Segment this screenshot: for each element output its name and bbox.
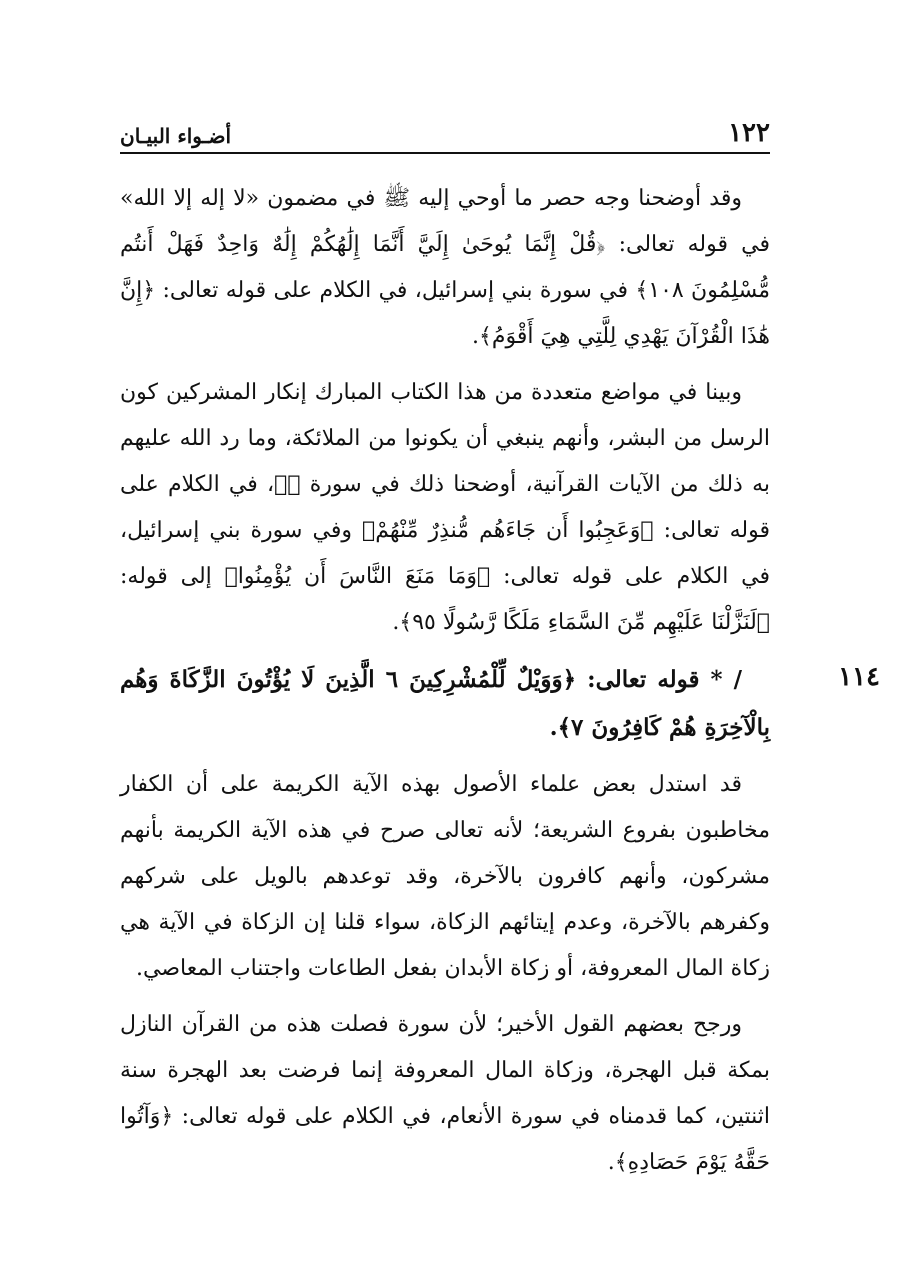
book-title: أضـواء البيـان (120, 124, 232, 148)
book-page (120, 108, 880, 1196)
page-number: ١٢٢ (728, 118, 770, 148)
paragraph-4: ورجح بعضهم القول الأخير؛ لأن سورة فصلت هذه من القرآن النازل بمكة قبل الهجرة، وزكاة المال المعروفة إنما فرضت بعد الهجرة سنة اثنتين، كما قدمناه في سورة الأنعام، في الكلام على قوله تعالى: ﴿وَآتُوا حَقَّهُ يَوْمَ حَصَادِهِ﴾. (120, 1012, 770, 1175)
paragraph-3: قد استدل بعض علماء الأصول بهذه الآية الكريمة على أن الكفار مخاطبون بفروع الشريعة؛ لأنه تعالى صرح في هذه الآية الكريمة بأنهم مشركون، وأنهم كافرون بالآخرة، وقد توعدهم بالويل على شركهم وكفرهم بالآخرة، وعدم إيتائهم الزكاة، سواء قلنا إن الزكاة في الآية هي زكاة المال المعروفة، أو زكاة الأبدان بفعل الطاعات واجتناب المعاصي. (120, 772, 770, 981)
paragraph-2: وبينا في مواضع متعددة من هذا الكتاب المبارك إنكار المشركين كون الرسل من البشر، وأنهم ينبغي أن يكونوا من الملائكة، وما رد الله عليهم به ذلك من الآيات القرآنية، أوضحنا ذلك في سورة صۤ، في الكلام على قوله تعالى: ﴿وَعَجِبُوا أَن جَاءَهُم مُّنذِرٌ مِّنْهُمْ﴾ وفي سورة بني إسرائيل، في الكلام على قوله تعالى: ﴿وَمَا مَنَعَ النَّاسَ أَن يُؤْمِنُوا﴾ إلى قوله: ﴿لَنَزَّلْنَا عَلَيْهِم مِّنَ السَّمَاءِ مَلَكًا رَّسُولًا ٩٥﴾. (120, 380, 770, 635)
section-heading (120, 656, 880, 752)
section-heading-text: / * قوله تعالى: ﴿وَوَيْلٌ لِّلْمُشْرِكِينَ ٦ الَّذِينَ لَا يُؤْتُونَ الزَّكَاةَ وَهُم بِالْآخِرَةِ هُمْ كَافِرُونَ ٧﴾. (120, 666, 770, 741)
paragraph-1: وقد أوضحنا وجه حصر ما أوحي إليه ﷺ في مضمون «لا إله إلا الله» في قوله تعالى: ﴿قُلْ إِنَّمَا يُوحَىٰ إِلَيَّ أَنَّمَا إِلَٰهُكُمْ إِلَٰهٌ وَاحِدٌ فَهَلْ أَنتُم مُّسْلِمُونَ ١٠٨﴾ في سورة بني إسرائيل، في الكلام على قوله تعالى: ﴿إِنَّ هَٰذَا الْقُرْآنَ يَهْدِي لِلَّتِي هِيَ أَقْوَمُ﴾. (120, 186, 770, 349)
margin-verse-number: ١١٤ (838, 662, 880, 692)
page-header (120, 108, 770, 154)
page-body (120, 176, 880, 1186)
